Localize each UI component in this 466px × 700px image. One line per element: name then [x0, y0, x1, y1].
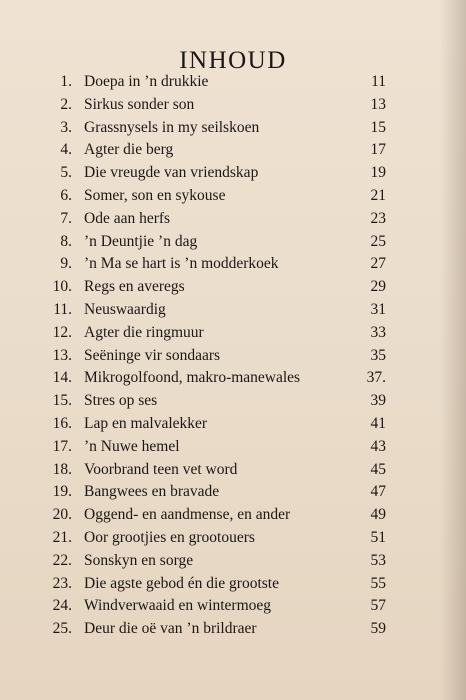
entry-page-number: 31 — [370, 300, 386, 318]
entry-title: Ode aan herfs — [84, 209, 171, 227]
entry-title: Oor grootjies en grootouers — [84, 528, 255, 546]
toc-entry — [48, 324, 386, 347]
entry-number: 19. — [52, 483, 72, 501]
entry-number: 7. — [60, 209, 72, 227]
entry-number: 17. — [52, 437, 72, 455]
entry-title: Agter die ringmuur — [84, 323, 204, 341]
entry-page-number: 15 — [370, 118, 386, 136]
toc-entry — [48, 552, 386, 575]
entry-number: 24. — [52, 597, 72, 615]
entry-title: Sonskyn en sorge — [84, 551, 194, 569]
toc-entry — [48, 233, 386, 256]
entry-title: ’n Deuntjie ’n dag — [84, 232, 198, 250]
toc-entry — [48, 529, 386, 552]
entry-number: 8. — [60, 232, 72, 250]
toc-entry — [48, 506, 386, 529]
entry-title: Lap en malvalekker — [84, 414, 208, 432]
toc-entry — [48, 620, 386, 643]
entry-title: Bangwees en bravade — [84, 483, 220, 501]
entry-page-number: 55 — [370, 574, 386, 592]
table-of-contents — [48, 73, 386, 643]
entry-number: 3. — [60, 118, 72, 136]
entry-title: Doepa in ’n drukkie — [84, 73, 209, 90]
entry-title: Sirkus sonder son — [84, 95, 195, 113]
page-title: INHOUD — [179, 46, 287, 74]
toc-entry — [48, 210, 386, 233]
entry-number: 25. — [52, 620, 72, 638]
entry-number: 14. — [52, 369, 72, 387]
toc-entry — [48, 575, 386, 598]
entry-page-number: 59 — [370, 620, 386, 638]
entry-number: 15. — [52, 392, 72, 410]
entry-page-number: 47 — [370, 483, 386, 501]
entry-page-number: 43 — [370, 437, 386, 455]
toc-entry — [48, 96, 386, 119]
entry-number: 13. — [52, 346, 72, 364]
entry-title: Grassnysels in my seilskoen — [84, 118, 260, 136]
entry-page-number: 21 — [370, 186, 386, 204]
entry-title: Deur die oë van ’n brildraer — [84, 620, 257, 638]
entry-number: 21. — [52, 528, 72, 546]
entry-title: Agter die berg — [84, 141, 174, 159]
entry-page-number: 13 — [370, 95, 386, 113]
entry-page-number: 25 — [370, 232, 386, 250]
entry-title: Voorbrand teen vet word — [84, 460, 238, 478]
entry-page-number: 45 — [370, 460, 386, 478]
entry-title: Stres op ses — [84, 392, 158, 410]
entry-page-number: 51 — [370, 528, 386, 546]
entry-title: ’n Ma se hart is ’n modderkoek — [84, 255, 279, 273]
entry-number: 1. — [60, 73, 72, 90]
entry-number: 18. — [52, 460, 72, 478]
entry-title: Mikrogolfoond, makro-manewales — [84, 369, 301, 387]
entry-title: Somer, son en sykouse — [84, 186, 226, 204]
toc-entry — [48, 278, 386, 301]
toc-entry — [48, 438, 386, 461]
entry-title: Neuswaardig — [84, 300, 166, 318]
entry-page-number: 41 — [370, 414, 386, 432]
toc-entry — [48, 141, 386, 164]
entry-number: 5. — [60, 164, 72, 182]
entry-page-number: 57 — [370, 597, 386, 615]
toc-entry — [48, 187, 386, 210]
entry-page-number: 29 — [370, 278, 386, 296]
entry-page-number: 33 — [370, 323, 386, 341]
entry-number: 11. — [53, 300, 72, 318]
entry-title: Windverwaaid en wintermoeg — [84, 597, 272, 615]
entry-title: Seëninge vir sondaars — [84, 346, 221, 364]
entry-number: 23. — [52, 574, 72, 592]
entry-number: 16. — [52, 414, 72, 432]
entry-number: 9. — [60, 255, 72, 273]
toc-entry — [48, 301, 386, 324]
entry-title: Oggend- en aandmense, en ander — [84, 506, 291, 524]
toc-entry — [48, 597, 386, 620]
entry-title: Regs en averegs — [84, 278, 185, 296]
entry-number: 22. — [52, 551, 72, 569]
entry-page-number: 39 — [370, 392, 386, 410]
entry-number: 6. — [60, 186, 72, 204]
toc-entry — [48, 164, 386, 187]
entry-number: 20. — [52, 506, 72, 524]
entry-title: Die agste gebod én die grootste — [84, 574, 279, 592]
entry-title: ’n Nuwe hemel — [84, 437, 180, 455]
entry-page-number: 35 — [370, 346, 386, 364]
toc-entry — [48, 255, 386, 278]
entry-number: 2. — [60, 95, 72, 113]
entry-page-number: 27 — [370, 255, 386, 273]
toc-entry — [48, 347, 386, 370]
page-edge-shadow — [440, 0, 466, 700]
entry-page-number: 19 — [370, 164, 386, 182]
entry-title: Die vreugde van vriendskap — [84, 164, 259, 182]
toc-entry — [48, 119, 386, 142]
entry-page-number: 23 — [370, 209, 386, 227]
entry-page-number: 11 — [371, 73, 386, 90]
toc-entry — [48, 73, 386, 96]
entry-page-number: 53 — [370, 551, 386, 569]
entry-page-number: 17 — [370, 141, 386, 159]
toc-entry — [48, 415, 386, 438]
toc-entry — [48, 461, 386, 484]
entry-number: 10. — [52, 278, 72, 296]
toc-entry — [48, 392, 386, 415]
entry-page-number: 37. — [366, 369, 386, 387]
entry-page-number: 49 — [370, 506, 386, 524]
entry-number: 12. — [52, 323, 72, 341]
entry-number: 4. — [60, 141, 72, 159]
toc-entry — [48, 369, 386, 392]
toc-entry — [48, 483, 386, 506]
